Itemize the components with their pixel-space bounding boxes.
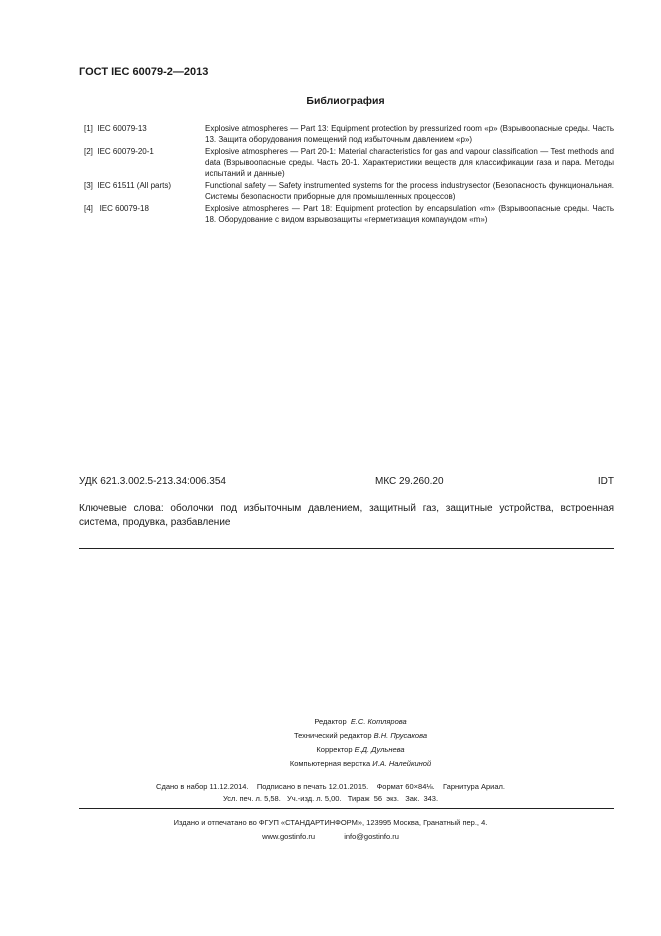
email-link[interactable]: info@gostinfo.ru: [344, 832, 399, 841]
credit-tech-editor: [0, 731, 661, 740]
idt-code: IDT: [597, 476, 614, 487]
bibliography-title: Библиография: [306, 95, 385, 107]
ref-number: [1]: [84, 124, 93, 133]
credit-editor: [0, 717, 661, 726]
ref-code: IEC 60079-13: [97, 124, 147, 133]
bibliography-ref: [84, 180, 205, 202]
credit-layout: [0, 759, 661, 768]
standard-header: ГОСТ IEC 60079-2—2013: [79, 66, 209, 78]
credit-label: Редактор: [314, 717, 347, 726]
credit-label: Технический редактор: [293, 731, 372, 740]
credit-name: Е.Д. Дульнева: [354, 745, 405, 754]
ref-description: Explosive atmospheres — Part 20-1: Material characteristics for gas and vapour classification — Test methods and data (Взрывоопасные среды. Часть 20-1. Характеристики веществ для классификации газа и пара. Методы испытаний и данные): [205, 147, 614, 178]
mks-code: МКС 29.260.20: [375, 476, 444, 487]
website-link[interactable]: www.gostinfo.ru: [262, 832, 316, 841]
divider: [79, 548, 614, 549]
ref-code: IEC 61511 (All parts): [97, 181, 172, 190]
bibliography-item: [84, 203, 614, 225]
bibliography-ref: [84, 203, 205, 225]
ref-number: [2]: [84, 147, 93, 156]
bibliography-ref: [84, 123, 205, 145]
ref-number: [4]: [84, 204, 93, 213]
bibliography-item: [84, 123, 614, 145]
divider: [79, 808, 614, 809]
ref-number: [3]: [84, 181, 93, 190]
print-info-line2: Усл. печ. л. 5,58. Уч.-изд. л. 5,00. Тираж 56 экз. Зак. 343.: [222, 794, 439, 803]
credit-name: В.Н. Прусакова: [373, 731, 428, 740]
publisher-line: Издано и отпечатано во ФГУП «СТАНДАРТИНФОРМ», 123995 Москва, Гранатный пер., 4.: [173, 818, 488, 827]
credit-label: Компьютерная верстка: [289, 759, 371, 768]
credit-label: Корректор: [316, 745, 353, 754]
ref-description: Explosive atmospheres — Part 13: Equipment protection by pressurized room «p» (Взрывоопасные среды. Часть 13. Защита оборудования помещений под избыточным давлением «p»): [205, 124, 614, 144]
ref-code: IEC 60079-18: [99, 204, 149, 213]
print-info-line1: Сдано в набор 11.12.2014. Подписано в печать 12.01.2015. Формат 60×84⅛. Гарнитура Ариал.: [156, 782, 505, 791]
bibliography-item: [84, 146, 614, 179]
credit-corrector: [0, 745, 661, 754]
bibliography-list: [84, 123, 614, 226]
publisher-contacts: [0, 832, 661, 841]
ref-code: IEC 60079-20-1: [97, 147, 154, 156]
credit-name: Е.С. Котлярова: [350, 717, 407, 726]
ref-description: Explosive atmospheres — Part 18: Equipment protection by encapsulation «m» (Взрывоопасные среды. Часть 18. Оборудование с видом взрывозащиты «герметизация компаундом «m»): [205, 204, 614, 224]
udk-code: УДК 621.3.002.5-213.34:006.354: [79, 476, 226, 487]
ref-description: Functional safety — Safety instrumented systems for the process industrysector (Безопасность функциональная. Системы безопасности приборные для промышленных процессов): [205, 181, 614, 201]
bibliography-item: [84, 180, 614, 202]
credit-name: И.А. Налейкиной: [372, 759, 432, 768]
bibliography-ref: [84, 146, 205, 179]
keywords: Ключевые слова: оболочки под избыточным давлением, защитный газ, защитные устройства, встроенная система, продувка, разбавление: [79, 503, 614, 528]
